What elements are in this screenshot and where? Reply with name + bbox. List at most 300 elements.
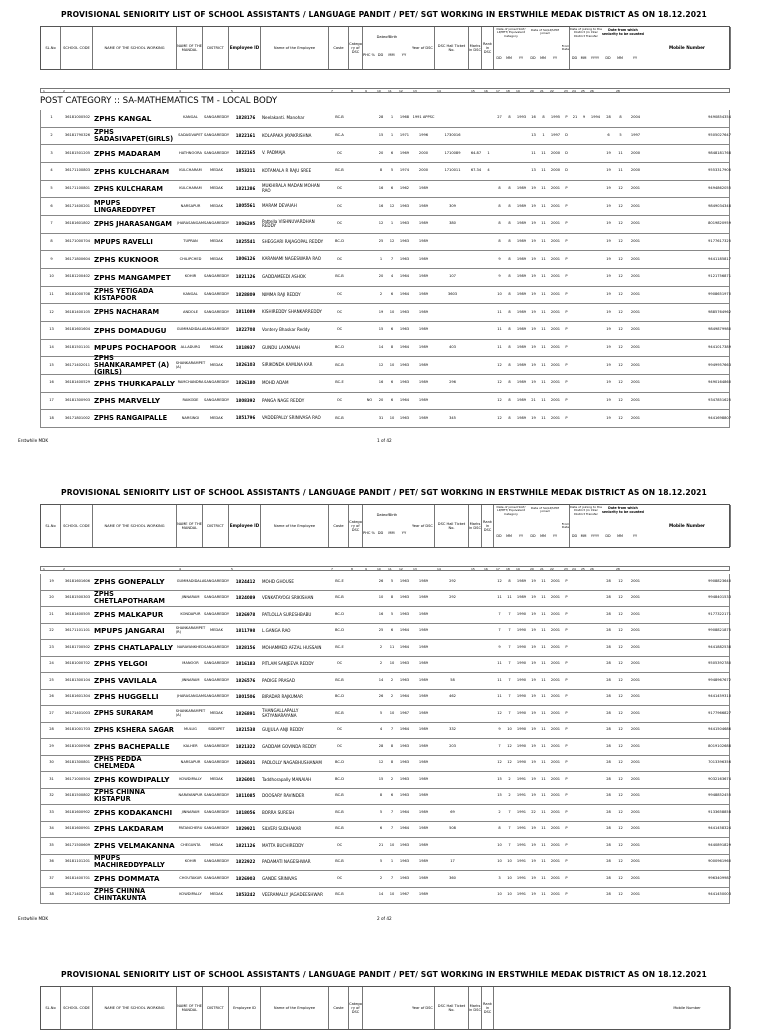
cell-f: P <box>565 309 568 314</box>
cell-phc <box>364 216 375 233</box>
cell-eid: 1824089 <box>235 595 256 601</box>
header-code: SCHOOL CODE <box>61 987 93 1029</box>
header-school: NAME OF THE SCHOOL WORKING <box>93 27 177 69</box>
cell-mandal: GUMMADIDALA <box>176 578 205 583</box>
cell-d2: 12 <box>618 221 623 226</box>
cell-s1: 19 <box>531 694 536 699</box>
cell-f: P <box>565 256 568 261</box>
cell-mobile: 9032163674 <box>708 776 731 781</box>
cell-sl: 30 <box>49 760 54 765</box>
cell-dd: 31 <box>378 415 384 420</box>
cell-t2 <box>580 805 588 821</box>
cell-j3: 1990 <box>516 760 527 765</box>
cell-t1 <box>571 181 579 198</box>
cell-yy: 1963 <box>399 380 410 385</box>
cell-j2: 8 <box>508 221 511 226</box>
document-title: PROVISIONAL SENIORITY LIST OF SCHOOL ASSISTANTS / LANGUAGE PANDIT / PET/ SGT WORKING IN ERSTWHILE MEDAK DISTRICT AS ON 18.12.2021 <box>61 488 707 497</box>
cell-rank: 1 <box>487 150 490 155</box>
footer-left: Erstwhile MDK <box>18 916 49 921</box>
cell-ht: 69 <box>450 809 455 814</box>
cell-mandal: ANDOLE <box>182 309 198 314</box>
cell-s3: 2001 <box>550 327 561 332</box>
table-row <box>40 234 730 252</box>
cell-mandal: JHARASANGAM <box>177 694 204 699</box>
cell-j3: 1990 <box>516 727 527 732</box>
cell-caste: OC <box>336 186 343 190</box>
cell-s2: 11 <box>541 203 546 208</box>
cell-s2: 11 <box>541 309 546 314</box>
cell-j3 <box>515 128 528 145</box>
cell-t1 <box>571 574 579 590</box>
cell-phc <box>364 706 375 722</box>
cell-s2: 11 <box>541 628 546 633</box>
cell-j3: 1991 <box>516 826 527 831</box>
cell-caste: BC-E <box>335 380 344 385</box>
column-number: 14 <box>437 89 441 93</box>
cell-mobile: 9441017389 <box>708 345 731 349</box>
cell-d3: 2001 <box>630 793 641 798</box>
cell-year: 1989 <box>418 859 429 864</box>
cell-code: 36171100803 <box>64 168 91 173</box>
cell-name: BORRA SURESH <box>262 809 295 815</box>
cell-d3: 2001 <box>630 327 641 332</box>
cell-marks <box>470 251 482 268</box>
column-number: 25 <box>581 567 585 571</box>
cell-d1: 28 <box>606 826 611 831</box>
column-number: 17 <box>496 89 500 93</box>
cell-j3: 1990 <box>516 710 527 715</box>
cell-s3: 1997 <box>550 133 561 137</box>
cell-marks <box>470 871 482 887</box>
cell-rank <box>483 304 494 321</box>
cell-s3: 2001 <box>550 203 561 208</box>
column-number: 11 <box>388 89 392 93</box>
column-number: 1 <box>43 89 45 93</box>
cell-dd: 2 <box>379 875 383 880</box>
cell-s3: 2001 <box>550 875 561 880</box>
cell-t2 <box>580 340 588 357</box>
cell-d2: 12 <box>618 362 623 367</box>
cell-f: P <box>565 345 568 349</box>
cell-yy: 1963 <box>399 595 410 600</box>
cell-j1: 11 <box>497 661 502 666</box>
cell-phc <box>364 723 375 739</box>
cell-school: MPUPS POCHAPOOR <box>94 343 177 353</box>
cell-mandal: TUPRAN <box>183 239 198 243</box>
cell-marks: 67.34 <box>470 168 482 173</box>
cell-year: 2000 <box>418 168 429 173</box>
cell-mandal: MULUG <box>184 727 197 732</box>
cell-dd: 1 <box>379 256 383 261</box>
cell-t3 <box>589 772 602 788</box>
cell-code: 36181300801 <box>64 760 91 765</box>
table-header <box>40 26 730 70</box>
cell-mandal: PATANCHERU <box>178 826 203 831</box>
cell-school: ZPHS KULCHARAM <box>94 166 170 176</box>
cell-eid: 1826001 <box>235 776 256 782</box>
cell-phc <box>364 375 375 392</box>
cell-d2: 12 <box>618 776 623 781</box>
cell-rank <box>483 128 494 145</box>
cell-d2: 12 <box>618 309 623 314</box>
cell-d1: 28 <box>606 760 611 765</box>
cell-t1 <box>571 690 579 706</box>
cell-f: P <box>565 628 568 633</box>
cell-ht: 203 <box>449 743 456 748</box>
header-seniority: Date from which seniority to be counted <box>602 28 644 36</box>
cell-district: SANGAREDDY <box>203 309 230 314</box>
cell-sl: 19 <box>49 578 54 583</box>
cell-yy: 1964 <box>399 274 410 279</box>
cell-mandal: GUMMADIDALA <box>176 327 205 332</box>
table-row <box>40 322 730 340</box>
cell-j3: 1993 <box>516 115 527 120</box>
cell-name: Pattella VISHNUVARDHAN REDDY <box>262 218 315 229</box>
cell-code: 36181700502 <box>64 644 91 649</box>
cell-rank <box>483 756 494 772</box>
cell-d3: 2001 <box>630 760 641 765</box>
cell-name: KOLAPAKA JAYAKRISHNA <box>262 132 312 138</box>
cell-code: 36171401003 <box>64 710 91 715</box>
cell-s3: 2001 <box>550 345 561 349</box>
column-number: 18 <box>506 89 510 93</box>
cell-sl: 37 <box>49 875 54 880</box>
cell-s1: 19 <box>531 292 536 296</box>
cell-caste: OC <box>336 743 343 748</box>
cell-rank <box>483 287 494 304</box>
cell-rank <box>483 624 494 640</box>
cell-s3: 2000 <box>550 150 561 155</box>
column-number: 5 <box>231 89 233 93</box>
cell-caste: BC-D <box>335 628 344 633</box>
cell-year: 1989 <box>418 292 429 296</box>
cell-code: 36181300903 <box>64 398 91 402</box>
cell-caste: BC-E <box>335 644 344 649</box>
table-row <box>40 822 730 839</box>
cell-t1 <box>571 269 579 286</box>
cell-sl: 16 <box>49 380 54 385</box>
cell-code: 36181400701 <box>64 875 91 880</box>
cell-d3: 2001 <box>630 221 641 226</box>
cell-year: 1989 <box>418 694 429 699</box>
cell-mandal: NARAYANKHED <box>177 644 204 649</box>
cell-s3: 2001 <box>550 842 561 847</box>
cell-j3: 1989 <box>516 309 527 314</box>
cell-code: 36181000708 <box>64 292 91 296</box>
cell-s2: 11 <box>541 595 546 600</box>
post-category: POST CATEGORY :: SA-MATHEMATICS TM - LOCAL BODY <box>40 96 278 106</box>
cell-f: P <box>565 826 568 831</box>
cell-dd: 2 <box>379 292 383 296</box>
column-number: 8 <box>351 89 353 93</box>
cell-caste: BC-B <box>335 274 344 279</box>
header-s-mm: MM <box>540 534 546 538</box>
header-dob: DateofBirth <box>376 513 398 517</box>
cell-s3: 2001 <box>550 309 561 314</box>
cell-j2: 2 <box>508 793 511 798</box>
cell-s1: 13 <box>531 168 536 173</box>
cell-s3: 2001 <box>550 239 561 243</box>
cell-name: VEERAMALLY JAGADEESHWAR <box>262 892 323 897</box>
cell-d3: 2001 <box>630 644 641 649</box>
cell-f: P <box>565 362 568 367</box>
cell-mm: 8 <box>390 760 394 765</box>
footer-page-number: 2 of 42 <box>377 916 392 921</box>
cell-eid: 1822161 <box>235 132 256 138</box>
cell-s3: 2001 <box>550 809 561 814</box>
cell-d3: 2004 <box>630 115 641 120</box>
cell-rank <box>483 871 494 887</box>
cell-d2: 11 <box>618 168 623 173</box>
cell-eid: 1826891 <box>235 710 256 716</box>
cell-f: P <box>565 578 568 583</box>
cell-j3: 1990 <box>516 611 527 616</box>
header-s-dd: DD <box>530 534 536 538</box>
header-join-district: Date of joining to the District (in Inter District Transfer <box>570 27 602 38</box>
cell-s2: 11 <box>541 793 546 798</box>
cell-t2 <box>580 855 588 871</box>
cell-mobile: 7013396356 <box>708 760 731 765</box>
cell-f: P <box>565 644 568 649</box>
cell-sl: 7 <box>50 221 53 226</box>
cell-s3: 2001 <box>550 256 561 261</box>
cell-ht: 360 <box>449 875 456 880</box>
cell-year: 1989 <box>418 595 429 600</box>
cell-caste: BC-B <box>335 859 344 864</box>
cell-caste: BC-D <box>335 694 344 699</box>
cell-school: ZPHS CHETLAPOTHARAM <box>94 590 165 606</box>
cell-marks <box>470 607 482 623</box>
cell-mandal: KALHER <box>183 743 198 748</box>
cell-t1 <box>571 251 579 268</box>
cell-ht: 345 <box>449 415 456 420</box>
cell-dd: 25 <box>378 239 384 243</box>
cell-rank <box>483 640 494 656</box>
cell-caste: OC <box>336 875 343 880</box>
cell-j1: 8 <box>498 239 501 243</box>
cell-dd: 14 <box>378 345 384 349</box>
cell-f: P <box>565 221 568 226</box>
cell-t3 <box>589 145 602 162</box>
cell-sl: 36 <box>49 859 54 864</box>
cell-yy: 1963 <box>399 415 410 420</box>
cell-s2: 11 <box>541 727 546 732</box>
cell-j1: 8 <box>498 203 501 208</box>
cell-t3 <box>589 624 602 640</box>
cell-d1: 28 <box>606 859 611 864</box>
table-row <box>40 756 730 773</box>
cell-yy: 1962 <box>399 186 410 190</box>
cell-d2: 12 <box>618 628 623 633</box>
cell-s3: 2001 <box>550 859 561 864</box>
header-s-yy: YY <box>552 534 558 538</box>
cell-name: SILVERI SUDHAKAR <box>262 826 302 831</box>
cell-j1 <box>495 163 504 180</box>
cell-code: 36181500303 <box>64 595 91 600</box>
cell-t2 <box>580 838 588 854</box>
cell-d2: 5 <box>619 133 622 137</box>
cell-s3: 2001 <box>550 710 561 715</box>
cell-ht: 1730016 <box>444 133 461 137</box>
cell-school: ZPHS YELGOI <box>94 659 148 669</box>
cell-name: SIRIKONDA KAMLNA KAR <box>262 362 313 368</box>
cell-rank <box>483 772 494 788</box>
header-marks: Marks in DSC <box>469 505 482 547</box>
column-number: 18 <box>506 567 510 571</box>
cell-name: PADIGE PRASAD <box>262 677 296 683</box>
table-row <box>40 739 730 756</box>
cell-s1: 19 <box>531 221 536 226</box>
cell-dd: 25 <box>378 628 384 633</box>
cell-name: DOOSARY RAVINDER <box>262 793 305 798</box>
cell-t3 <box>589 888 602 904</box>
cell-d2: 12 <box>618 203 623 208</box>
cell-yy: 1967 <box>399 892 410 897</box>
cell-f: D <box>565 133 568 137</box>
cell-j1: 10 <box>497 892 502 897</box>
cell-year: 1989 <box>418 611 429 616</box>
cell-d3: 2001 <box>630 274 641 279</box>
cell-s2: 11 <box>541 274 546 279</box>
cell-f: P <box>565 661 568 666</box>
cell-t3 <box>589 871 602 887</box>
cell-yy: 1963 <box>399 221 410 226</box>
cell-marks <box>470 640 482 656</box>
cell-j3: 1990 <box>516 694 527 699</box>
cell-d2: 12 <box>618 710 623 715</box>
cell-t2 <box>580 322 588 339</box>
cell-district: SIDDIPET <box>208 727 225 732</box>
cell-code: 36181400105 <box>64 309 91 314</box>
cell-mobile: 9908651970 <box>708 292 731 296</box>
cell-s3: 2001 <box>550 578 561 583</box>
cell-j2: 7 <box>508 842 511 847</box>
cell-caste: OC <box>336 150 343 155</box>
cell-s1: 11 <box>531 150 536 155</box>
cell-mm: 10 <box>389 892 395 897</box>
cell-dd: 15 <box>378 133 384 137</box>
cell-code: 36181501101 <box>64 345 91 349</box>
table-header <box>40 986 730 1030</box>
cell-s2: 11 <box>541 743 546 748</box>
cell-j1: 27 <box>497 115 502 120</box>
cell-phc <box>364 657 375 673</box>
cell-code: 36171101101 <box>64 628 91 633</box>
cell-phc <box>364 607 375 623</box>
cell-t3 <box>589 181 602 198</box>
cell-s1: 19 <box>531 793 536 798</box>
cell-code: 36171402102 <box>64 892 91 897</box>
cell-s1: 19 <box>531 578 536 583</box>
cell-d3: 2001 <box>630 256 641 261</box>
cell-rank <box>483 739 494 755</box>
cell-district: SANGAREDDY <box>203 133 230 137</box>
column-number: 12 <box>399 89 403 93</box>
cell-t2 <box>580 607 588 623</box>
cell-marks <box>470 234 482 251</box>
cell-t1 <box>571 789 579 805</box>
cell-district: SANGAREDDY <box>203 595 230 600</box>
column-number: 22 <box>550 567 554 571</box>
cell-s3: 2001 <box>550 727 561 732</box>
cell-s3: 2001 <box>550 892 561 897</box>
cell-d2: 12 <box>618 727 623 732</box>
table-row <box>40 163 730 181</box>
cell-marks: 64.87 <box>470 150 482 155</box>
cell-mm: 1 <box>390 133 394 137</box>
column-number: 23 <box>564 89 568 93</box>
cell-mobile: 9441698807 <box>708 415 731 420</box>
cell-code: 36171402011 <box>64 362 91 367</box>
cell-district: SANGAREDDY <box>203 274 230 279</box>
cell-dd: 16 <box>378 611 384 616</box>
column-number: 20 <box>530 89 534 93</box>
column-number: 13 <box>413 89 417 93</box>
header-j-mm: MM <box>506 534 512 538</box>
cell-yy: 1963 <box>399 793 410 798</box>
column-number: 4 <box>179 89 181 93</box>
cell-s3: 2001 <box>550 628 561 633</box>
cell-t1 <box>571 657 579 673</box>
cell-ht: 332 <box>449 727 456 732</box>
cell-school: ZPHS MADARAM <box>94 148 161 158</box>
cell-sl: 35 <box>49 842 54 847</box>
cell-code: 36171801002 <box>64 415 91 420</box>
cell-d2: 12 <box>618 892 623 897</box>
cell-t2 <box>580 640 588 656</box>
cell-s3: 2000 <box>550 168 561 173</box>
cell-mandal: JINNARAM <box>181 595 200 600</box>
cell-marks <box>470 287 482 304</box>
cell-t1 <box>571 855 579 871</box>
cell-d3: 2001 <box>630 345 641 349</box>
cell-d1: 28 <box>606 842 611 847</box>
cell-rank <box>483 234 494 251</box>
cell-rank: 4 <box>487 168 490 173</box>
cell-d3: 2001 <box>630 809 641 814</box>
header-date-joining: Date of joined SGT/ LP/PET/ Equivalent Category <box>496 27 526 38</box>
cell-t3 <box>589 128 602 145</box>
header-code: SCHOOL CODE <box>61 505 93 547</box>
header-transfer-group <box>570 505 602 547</box>
cell-code: 36181600901 <box>64 826 91 831</box>
cell-mm: 6 <box>390 186 394 190</box>
table-row <box>40 110 730 128</box>
cell-d1: 28 <box>606 578 611 583</box>
cell-d1: 28 <box>606 710 611 715</box>
cell-t3 <box>589 198 602 215</box>
cell-name: SHEGGARI RAJAGOPAL REDDY <box>262 238 324 244</box>
cell-mobile: 9505027647 <box>708 133 731 137</box>
cell-d2: 12 <box>618 380 623 385</box>
cell-j1: 8 <box>498 826 501 831</box>
cell-t2 <box>580 739 588 755</box>
cell-marks <box>470 855 482 871</box>
cell-dd: 12 <box>378 760 384 765</box>
cell-caste: OC <box>336 203 343 208</box>
cell-t3: 1994 <box>590 115 601 120</box>
cell-mobile: 9177322171 <box>708 611 731 616</box>
cell-year: 1989 <box>418 380 429 385</box>
cell-s1: 19 <box>531 842 536 847</box>
cell-district: MEDAK <box>210 892 223 897</box>
cell-ht: 380 <box>449 221 456 226</box>
cell-caste: OC <box>336 309 343 314</box>
cell-rank <box>483 269 494 286</box>
cell-dd: 28 <box>378 743 384 748</box>
cell-sl: 6 <box>50 203 53 208</box>
cell-caste: BC-B <box>335 168 344 173</box>
